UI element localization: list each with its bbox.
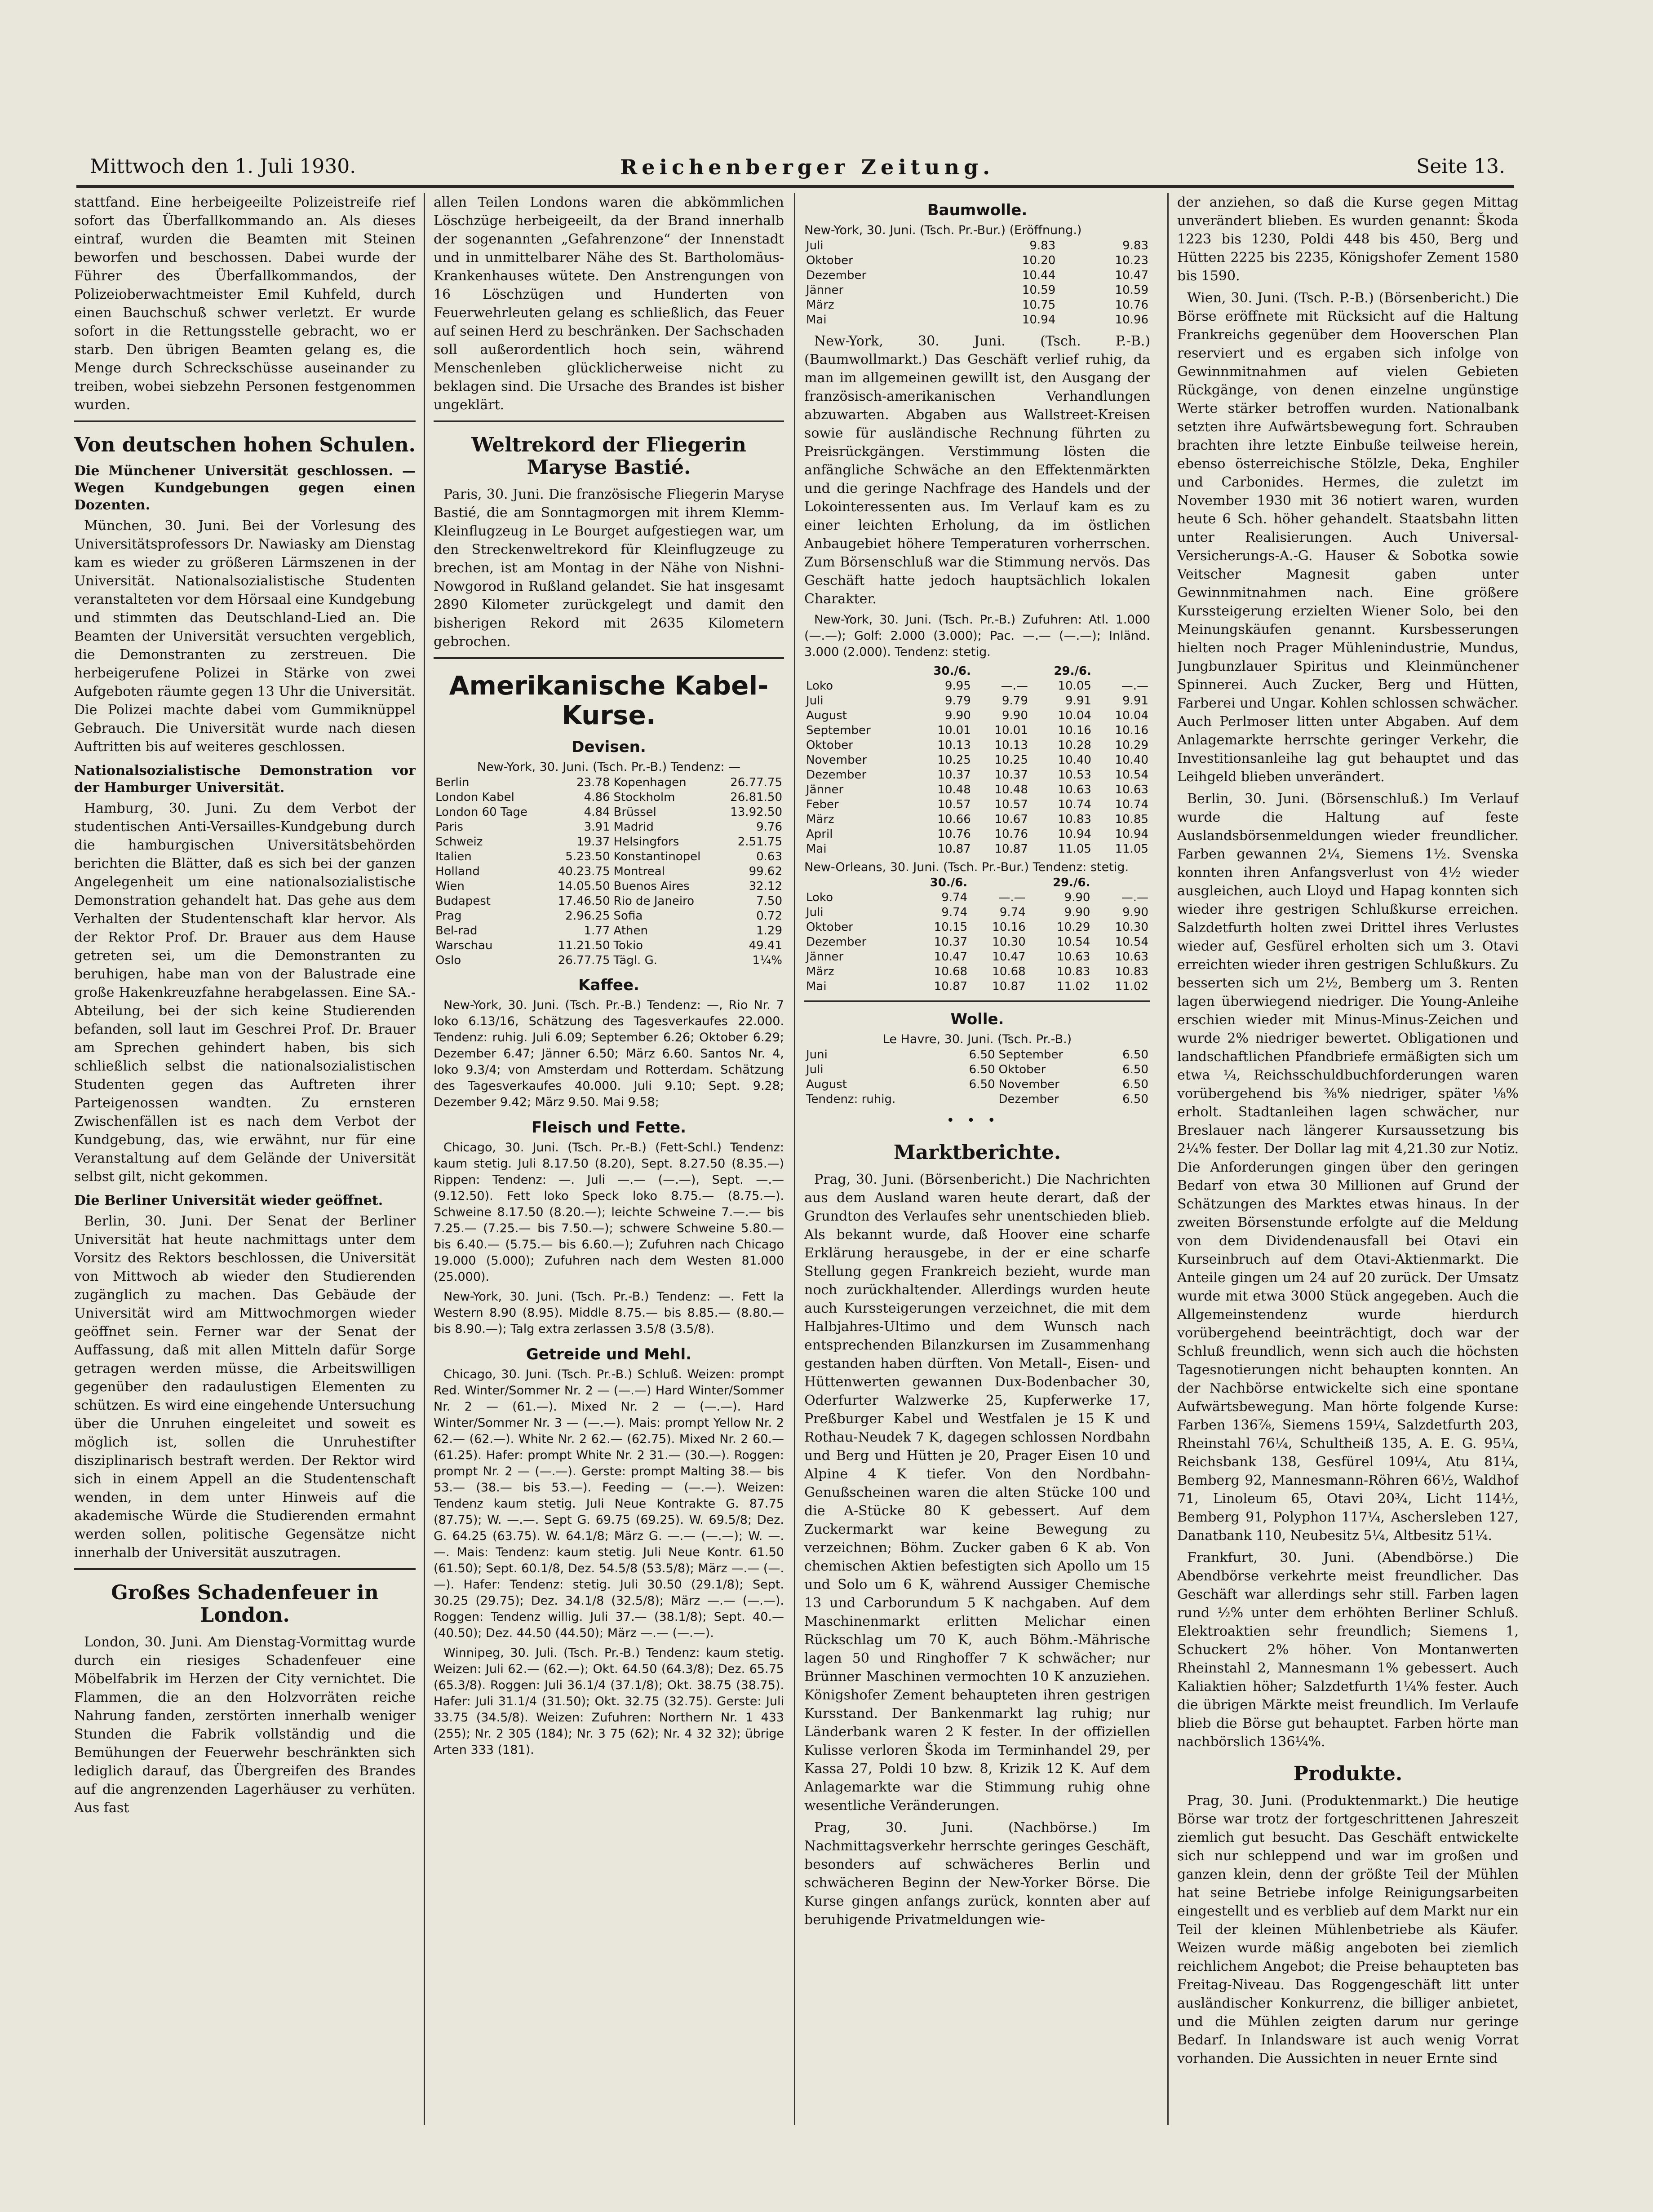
table-cell: April bbox=[806, 827, 833, 841]
table-cell: Loko bbox=[806, 891, 833, 904]
table-row bbox=[804, 708, 1150, 723]
table-cell: 9.79 bbox=[1002, 694, 1028, 708]
article-text: allen Teilen Londons waren die abkömmlichen Löschzüge herbeigeeilt, da der Brand innerhalb der sogenannten „Gefahrenzone“ der Innenstadt und in unmittelbarer Nähe des St. Bartholomäus-Krankenhauses wütete. Den Anstrengungen von 16 Löschzügen und Hunderten von Feuerwehrleuten gelang es schließlich, das Feuer auf seinen Herd zu beschränken. Der Sachschaden soll außerordentlich hoch sein, während Menschenleben glücklicherweise nicht zu beklagen sind. Die Ursache des Brandes ist bisher ungeklärt. bbox=[434, 195, 784, 413]
table-cell: 10.37 bbox=[934, 935, 968, 949]
separator bbox=[434, 657, 784, 659]
table-cell: August bbox=[806, 1078, 847, 1091]
table-cell: 10.59 bbox=[1022, 283, 1056, 297]
table-cell: 10.28 bbox=[1058, 739, 1091, 752]
table-cell: 11.05 bbox=[1058, 842, 1091, 856]
table-row bbox=[804, 935, 1150, 950]
table-cell: 10.48 bbox=[994, 783, 1028, 796]
table-row bbox=[804, 797, 1150, 812]
separator bbox=[74, 1568, 416, 1570]
article-text: stattfand. Eine herbeigeeilte Polizeistreife rief sofort das Überfallkommando an. Als dieses eintraf, wurden die Beamten mit Steinen beworfen und beschossen. Dabei wurde der Führer des Überfallkommandos, der Polizeioberwachtmeister Emil Kuhfeld, durch einen Bauchschuß schwer verletzt. Er wurde sofort in die Rettungsstelle gebracht, wo er starb. Den übrigen Beamten gelang es, die Menge durch Schreckschüsse auseinander zu treiben, wobei siebzehn Personen festgenommen wurden. bbox=[74, 195, 416, 413]
table-cell: Warschau bbox=[435, 939, 493, 952]
table-cell: 9.74 bbox=[941, 891, 968, 904]
column-header bbox=[1092, 876, 1150, 890]
table-cell: 11.05 bbox=[1115, 842, 1148, 856]
table-row bbox=[804, 753, 1150, 768]
table-cell: 9.91 bbox=[1122, 694, 1148, 708]
table-cell: 6.50 bbox=[1122, 1093, 1148, 1106]
table-row bbox=[804, 1077, 1150, 1092]
table-cell: 9.83 bbox=[1122, 239, 1148, 252]
table-cell: London 60 Tage bbox=[435, 805, 527, 819]
table-caption: New-York, 30. Juni. (Tsch. Pr.-Bur.) (Eröffnung.) bbox=[804, 223, 1082, 237]
table-cell: 10.25 bbox=[937, 753, 971, 767]
table-row bbox=[434, 820, 784, 835]
issue-date: Mittwoch den 1. Juli 1930. bbox=[90, 155, 356, 178]
table-row bbox=[804, 1092, 1150, 1107]
table-cell: 10.04 bbox=[1115, 709, 1148, 722]
table-header-row bbox=[804, 664, 1150, 679]
article-text: Frankfurt, 30. Juni. (Abendbörse.) Die Abendbörse verkehrte meist freundlicher. Das Geschäft war allerdings sehr still. Farben lagen rund ½% unter dem erhöhten Berliner Schluß. Elektroaktien sehr freundlich; Siemens 1, Schuckert 2% höher. Von Montanwerten Rheinstahl 2, Mannesmann 1% gebessert. Auch Kaliaktien höher; Salzdetfurth 1¼% fester. Auch die übrigen Märkte meist freundlich. Im Verlaufe blieb die Börse gut behauptet. Farben hörte man nachbörslich 136¼%. bbox=[1177, 1550, 1519, 1750]
table-cell: Montreal bbox=[613, 865, 665, 878]
table-cell: 10.94 bbox=[1115, 827, 1148, 841]
table-cell: 10.40 bbox=[1115, 753, 1148, 767]
column-header bbox=[804, 664, 909, 679]
column-3 bbox=[804, 193, 1150, 2143]
table-cell: März bbox=[806, 813, 834, 826]
table-cell: 10.15 bbox=[934, 920, 968, 934]
table-row bbox=[804, 738, 1150, 753]
baumwolle-table bbox=[804, 664, 1150, 857]
subsection-title: Baumwolle. bbox=[927, 201, 1028, 219]
market-text: New-York, 30. Juni. (Tsch. Pr.-B.) Zufuhren: Atl. 1.000 (—.—); Golf: 2.000 (3.000); Pac. —.— (—.—); Inländ. 3.000 (2.000). Tendenz: stetig. bbox=[804, 613, 1150, 659]
table-cell: 99.62 bbox=[749, 865, 782, 878]
table-cell: 26.81.50 bbox=[730, 791, 782, 804]
table-cell: 6.50 bbox=[969, 1048, 995, 1062]
table-cell: 10.83 bbox=[1058, 813, 1091, 826]
table-cell: 10.87 bbox=[994, 842, 1028, 856]
table-cell: 10.29 bbox=[1057, 920, 1090, 934]
table-cell: 6.50 bbox=[1122, 1048, 1148, 1062]
table-cell: 10.96 bbox=[1115, 313, 1148, 327]
table-cell: 4.84 bbox=[584, 805, 610, 819]
table-cell: 19.37 bbox=[576, 835, 610, 849]
table-row bbox=[804, 905, 1150, 920]
table-cell: 9.74 bbox=[941, 906, 968, 919]
article-text: Berlin, 30. Juni. Der Senat der Berliner Universität hat heute nachmittags unter dem Vorsitz des Rektors beschlossen, die Universität von Mittwoch ab wieder den Studierenden zugänglich zu machen. Das Gebäude der Universität wird am Mittwochmorgen wieder geöffnet sein. Ferner war der Senat der Auffassung, daß mit allen Mitteln dafür Sorge getragen werden müsse, die Arbeitswilligen gegenüber den radaulustigen Elementen zu schützen. Es wird eine eingehende Untersuchung über die Unruhen eingeleitet und soweit es möglich ist, sollen die Unruhestifter disziplinarisch bestraft werden. Der Rektor wird sich in einem Appell an die Studentenschaft wenden, in dem unter Hinweis auf die akademische Würde die Studierenden ermahnt werden sollen, politische Gegensätze nicht innerhalb der Universität auszutragen. bbox=[74, 1213, 416, 1561]
market-text: Winnipeg, 30. Juli. (Tsch. Pr.-B.) Tendenz: kaum stetig. Weizen: Juli 62.— (62.—); Okt. 64.50 (64.3/8); Dez. 65.75 (65.3/8). Roggen: Juli 36.1/4 (37.1/8); Okt. 38.75 (38.75). Hafer: Juli 31.1/4 (31.50); Okt. 32.75 (32.75). Gerste: Juli 33.75 (34.5/8). Weizen: Zufuhren: Northern Nr. 1 433 (255); Nr. 2 305 (184); Nr. 3 75 (62); Nr. 4 32 32); übrige Arten 333 (181). bbox=[434, 1646, 784, 1757]
table-cell: 10.68 bbox=[934, 965, 968, 978]
table-cell: September bbox=[998, 1048, 1064, 1062]
article-text: Prag, 30. Juni. (Produktenmarkt.) Die heutige Börse war trotz der fortgeschrittenen Jahreszeit ziemlich gut besucht. Das Geschäft entwickelte sich nur schleppend und war im großen und ganzen klein, denn der größte Teil der Mühlen hat seine Betriebe infolge Reinigungsarbeiten eingestellt und es verblieb auf dem Markt nur ein Teil der kleinen Mühlenbetriebe als Käufer. Weizen wurde mäßig angeboten bei ziemlich reichlichem Angebot; die Preise behaupteten bas Freitag-Niveau. Das Roggengeschäft litt unter ausländischer Konkurrenz, die billiger anbietet, und die Mühlen zeigten darum nur geringe Bedarf. In Inlandsware ist auch wenig Vorrat vorhanden. Die Aussichten in neuer Ernte sind bbox=[1177, 1793, 1519, 2066]
table-row bbox=[434, 953, 784, 968]
table-row bbox=[804, 890, 1150, 905]
table-cell: 10.76 bbox=[937, 827, 971, 841]
table-caption: New-Orleans, 30. Juni. (Tsch. Pr.-Bur.) Tendenz: stetig. bbox=[804, 860, 1129, 874]
table-caption: New-York, 30. Juni. (Tsch. Pr.-B.) Tendenz: — bbox=[477, 760, 741, 774]
section-title: Produkte. bbox=[1293, 1762, 1403, 1785]
table-cell: 10.05 bbox=[1058, 679, 1091, 693]
market-text: Chicago, 30. Juni. (Tsch. Pr.-B.) Schluß. Weizen: prompt Red. Winter/Sommer Nr. 2 — (—.—) Hard Winter/Sommer Nr. 2 — (61.—). Mixed Nr. 2 — (—.—). Hard Winter/Sommer Nr. 3 — (—.—). Mais: prompt Yellow Nr. 2 62.— (62.—). White Nr. 2 62.— (62.75). Mixed Nr. 2 60.— (61.25). Hafer: prompt White Nr. 2 31.— (30.—). Roggen: prompt Nr. 2 — (—.—). Gerste: prompt Malting 38.— bis 53.— (38.— bis 53.—). Feeding — (—.—). Weizen: Tendenz kaum stetig. Juli Neue Kontrakte G. 87.75 (87.75); W. —.—. Sept G. 69.75 (69.25). W. 69.5/8; Dez. G. 64.25 (63.75). W. 64.1/8; März G. —.— (—.—); W. —.—. Mais: Tendenz: kaum stetig. Juli Neue Kontr. 61.50 (61.50); Sept. 60.1/8, Dez. 54.5/8 (53.5/8); März —.— (—.—). Hafer: Tendenz: stetig. Juli 30.50 (29.1/8); Sept. 30.25 (29.75); Dez. 34.1/8 (32.5/8); März —.— (—.—). Roggen: Tendenz willig. Juli 37.— (38.1/8); Sept. 40.— (40.50); Dez. 44.50 (44.50); März —.— (—.—). bbox=[434, 1367, 784, 1640]
table-cell: 10.54 bbox=[1057, 935, 1090, 949]
section-title: Weltrekord der Fliegerin Maryse Bastié. bbox=[471, 434, 746, 479]
table-row bbox=[434, 775, 784, 790]
article-text: Hamburg, 30. Juni. Zu dem Verbot der studentischen Anti-Versailles-Kundgebung durch die hamburgischen Universitätsbehörden berichten die Blätter, daß es sich bei der ganzen Angelegenheit um eine nationalsozialistische Demonstration gehandelt hat. Das gehe aus dem Verhalten der Studentenschaft klar hervor. Als der Rektor Prof. Dr. Brauer aus dem Hause getreten sei, um die Demonstranten zu beruhigen, habe man von der Balustrade eine große Hakenkreuzfahne herabgelassen. Eine SA.-Abteilung, bei der sich keine Studierenden befanden, soll laut im Geschrei Prof. Dr. Brauer am Sprechen gehindert haben, bis sich schließlich selbst die nationalsozialistischen Studenten gegen das Auftreten ihrer Parteigenossen wandten. Zu ernsteren Zwischenfällen ist es nach dem Verbot der Kundgebung, das, wie erwähnt, nur für eine Veranstaltung auf dem Gelände der Universität selbst gilt, nicht gekommen. bbox=[74, 801, 416, 1185]
table-cell: 10.87 bbox=[937, 842, 971, 856]
table-cell: 10.23 bbox=[1115, 254, 1148, 267]
table-cell: 23.78 bbox=[576, 776, 610, 789]
table-cell: 11.02 bbox=[1115, 980, 1148, 993]
table-cell: 11.02 bbox=[1057, 980, 1090, 993]
table-cell: 10.29 bbox=[1115, 739, 1148, 752]
table-cell: Brüssel bbox=[613, 805, 656, 819]
table-row bbox=[804, 694, 1150, 708]
separator bbox=[434, 420, 784, 422]
table-cell: 26.77.75 bbox=[558, 954, 610, 967]
table-cell: 10.76 bbox=[994, 827, 1028, 841]
table-cell: Konstantinopel bbox=[613, 850, 701, 863]
table-cell: Mai bbox=[806, 313, 827, 327]
table-cell: Tägl. G. bbox=[613, 954, 657, 967]
table-cell: Helsingfors bbox=[613, 835, 679, 849]
table-cell: 10.63 bbox=[1115, 783, 1148, 796]
table-cell: Dezember bbox=[998, 1093, 1059, 1106]
table-cell: Mai bbox=[806, 980, 827, 993]
column-2 bbox=[434, 193, 784, 2143]
table-cell: 10.53 bbox=[1058, 768, 1091, 782]
table-cell: Dezember bbox=[806, 935, 867, 949]
table-cell: 10.01 bbox=[937, 724, 971, 737]
table-cell: Dezember bbox=[806, 269, 867, 282]
table-cell: 1¼% bbox=[752, 954, 782, 967]
table-row bbox=[434, 909, 784, 924]
table-cell: 10.87 bbox=[992, 980, 1026, 993]
header-rule bbox=[76, 185, 1514, 188]
article-text: Berlin, 30. Juni. (Börsenschluß.) Im Verlauf wurde die Haltung auf feste Auslandsbörsenmeldungen wieder freundlicher. Farben gewannen 2¼, Siemens 1½. Svenska konnten ihren Anfangsverlust von 4½ wieder ausgleichen, auch Lloyd und Hapag konnten sich wieder ihre gestrigen Schlußkurse erreichen. Salzdetfurth holten zwei Drittel ihres Verlustes wieder auf, Gesfürel erholten sich um 3. Otavi erreichten wieder ihren gestrigen Schlußkurs. Zu besserten sich um 2½, Bemberg um 3. Renten lagen überwiegend niedriger. Die Young-Anleihe erschien wieder mit Minus-Minus-Zeichen und wurde 2% niedriger bewertet. Obligationen und landschaftlichen Pfandbriefe ermäßigten sich um etwa ¼, Reichsschuldbuchforderungen waren vorübergehend bis ⅜% niedriger, später ⅛% erholt. Stadtanleihen lagen schwächer, nur Breslauer nach längerer Kursaussetzung bis 2¼% fester. Der Dollar lag mit 4,21.30 zur Notiz. Die Anforderungen gingen über den geringen Bedarf von etwa 30 Millionen auf Grund der Schätzungen des Marktes etwas hinaus. In der zweiten Börsenstunde erfolgte auf die Meldung von dem Dividendenausfall bei Otavi ein Kurseinbruch auf dem Otavi-Aktienmarkt. Die Anteile gingen um 24 auf 20 zurück. Der Umsatz wurde mit etwa 3000 Stück angegeben. Auch die Allgemeinstendenz wurde hierdurch vorübergehend beeinträchtigt, doch war der Schluß freundlich, wenn sich auch die höchsten Tagesnotierungen nicht behaupten konnten. An der Nachbörse entwickelte sich eine spontane Aufwärtsbewegung. Man hörte folgende Kurse: Farben 136⅞, Siemens 159¼, Salzdetfurth 203, Rheinstahl 76¼, Schultheiß 135, A. E. G. 95¼, Reichsbank 138, Gesfürel 109¼, Atu 81¼, Bemberg 92, Mannesmann-Röhren 66½, Waldhof 71, Linoleum 65, Otavi 20¾, Licht 114½, Bemberg 91, Polyphon 117¼, Aschersleben 127, Danatbank 110, Neubesitz 5¼, Altbesitz 51¼. bbox=[1177, 791, 1519, 1544]
table-cell: Buenos Aires bbox=[613, 880, 690, 893]
table-cell: 0.72 bbox=[756, 909, 782, 923]
column-1 bbox=[74, 193, 416, 2143]
table-cell: 10.20 bbox=[1022, 254, 1056, 267]
table-cell: 9.95 bbox=[944, 679, 971, 693]
table-cell bbox=[950, 1092, 997, 1107]
table-cell: 4.86 bbox=[584, 791, 610, 804]
table-row bbox=[804, 1048, 1150, 1062]
table-cell: 10.16 bbox=[992, 920, 1026, 934]
subsection-title: Wolle. bbox=[950, 1010, 1004, 1028]
column-4 bbox=[1177, 193, 1519, 2143]
table-cell: 10.04 bbox=[1058, 709, 1091, 722]
table-cell: 9.90 bbox=[1064, 906, 1090, 919]
table-cell: —.— bbox=[1121, 891, 1148, 904]
table-cell: Loko bbox=[806, 679, 833, 693]
table-cell: September bbox=[806, 724, 871, 737]
table-row bbox=[434, 805, 784, 820]
table-row bbox=[804, 783, 1150, 797]
article-text: der anziehen, so daß die Kurse gegen Mittag unverändert blieben. Es wurden genannt: Škoda 1223 bis 1230, Poldi 448 bis 450, Berg und Hütten 2225 bis 2235, Königshofer Zement 1580 bis 1590. bbox=[1177, 195, 1519, 284]
table-cell: Dezember bbox=[806, 768, 867, 782]
table-cell: Mai bbox=[806, 842, 827, 856]
column-divider bbox=[794, 193, 795, 2125]
table-cell: Feber bbox=[806, 798, 839, 811]
table-cell: 10.25 bbox=[994, 753, 1028, 767]
table-row bbox=[434, 790, 784, 805]
table-cell: 10.37 bbox=[937, 768, 971, 782]
table-cell: 7.50 bbox=[756, 894, 782, 908]
table-row bbox=[804, 979, 1150, 994]
table-cell: 10.83 bbox=[1115, 965, 1148, 978]
table-cell: Oktober bbox=[806, 739, 853, 752]
column-header bbox=[969, 876, 1028, 890]
table-cell: 2.51.75 bbox=[737, 835, 782, 849]
new-orleans-table bbox=[804, 876, 1150, 994]
table-cell: November bbox=[998, 1078, 1059, 1091]
table-cell: 10.47 bbox=[1115, 269, 1148, 282]
table-row bbox=[804, 283, 1150, 298]
table-cell: Bel-rad bbox=[435, 924, 478, 938]
table-cell: 9.83 bbox=[1029, 239, 1056, 252]
table-cell: Tendenz: ruhig. bbox=[806, 1093, 896, 1106]
column-header: 29./6. bbox=[1054, 664, 1091, 678]
column-header: 29./6. bbox=[1052, 876, 1090, 889]
table-cell: 2.96.25 bbox=[565, 909, 610, 923]
table-cell: 10.44 bbox=[1022, 269, 1056, 282]
table-cell: Budapest bbox=[435, 894, 491, 908]
table-cell: 10.87 bbox=[934, 980, 968, 993]
table-cell: 9.79 bbox=[944, 694, 971, 708]
market-text: New-York, 30. Juni. (Tsch. Pr.-B.) Tendenz: —, Rio Nr. 7 loko 6.13/16, Schätzung des Tagesverkaufes 22.000. Tendenz: ruhig. Juli 6.09; September 6.26; Oktober 6.29; Dezember 6.47; Jänner 6.50; März 6.60. Santos Nr. 4, loko 9.3/4; von Amsterdam und Rotterdam. Schätzung des Tagesverkaufes 40.000. Juli 9.10; Sept. 9.28; Dezember 9.42; März 9.50. Mai 9.58; bbox=[434, 998, 784, 1109]
table-cell: 6.50 bbox=[969, 1078, 995, 1091]
table-cell: 10.83 bbox=[1057, 965, 1090, 978]
table-cell: 10.74 bbox=[1058, 798, 1091, 811]
article-text: München, 30. Juni. Bei der Vorlesung des Universitätsprofessors Dr. Nawiasky am Dienstag kam es wieder zu größeren Lärmszenen in der Universität. Nationalsozialistische Studenten veranstalteten vor dem Hörsaal eine Kundgebung und stimmten das Deutschland-Lied an. Die Beamten der Universität versuchten vergeblich, die Demonstranten zu zerstreuen. Die herbeigerufene Polizei in Stärke von zwei Aufgeboten räumte gegen 13 Uhr die Universität. Die Polizei machte dabei vom Gummiknüppel Gebrauch. Die Universität wurde nach diesen Auftritten bis auf weiteres geschlossen. bbox=[74, 518, 416, 755]
table-row bbox=[434, 938, 784, 953]
table-cell: 10.48 bbox=[937, 783, 971, 796]
table-row bbox=[804, 253, 1150, 268]
table-row bbox=[804, 1062, 1150, 1077]
page-header bbox=[90, 155, 1505, 186]
table-cell: 1.29 bbox=[756, 924, 782, 938]
table-cell: 10.63 bbox=[1058, 783, 1091, 796]
table-cell: 14.05.50 bbox=[558, 880, 610, 893]
table-row bbox=[804, 950, 1150, 964]
table-cell: 10.47 bbox=[934, 950, 968, 964]
table-cell: Juli bbox=[806, 1063, 824, 1076]
article-text: New-York, 30. Juni. (Tsch. P.-B.) (Baumwollmarkt.) Das Geschäft verlief ruhig, da man im allgemeinen gewillt ist, den Ausgang der französisch-amerikanischen Verhandlungen abzuwarten. Abgaben aus Wallstreet-Kreisen sowie für ausländische Rechnung führten zu Preisrückgängen. Verstimmung lösten die anfängliche Schwäche an den Effektenmärkten und die geringe Nachfrage des Handels und der Lokointeressenten aus. Im Verlauf kam es zu einer leichten Erholung, da im östlichen Anbaugebiet höhere Temperaturen vorherrschen. Zum Börsenschluß war die Stimmung nervös. Das Geschäft hatte jedoch hauptsächlich lokalen Charakter. bbox=[804, 333, 1150, 607]
table-cell: 10.67 bbox=[994, 813, 1028, 826]
table-cell: Italien bbox=[435, 850, 472, 863]
table-cell: 10.37 bbox=[994, 768, 1028, 782]
table-cell: 10.30 bbox=[992, 935, 1026, 949]
ornament-dots: ••• bbox=[946, 1113, 1008, 1128]
table-cell: 10.75 bbox=[1022, 298, 1056, 312]
table-row bbox=[434, 924, 784, 938]
table-cell: Oktober bbox=[806, 254, 853, 267]
table-cell: 32.12 bbox=[749, 880, 782, 893]
table-caption: Le Havre, 30. Juni. (Tsch. Pr.-B.) bbox=[882, 1032, 1072, 1046]
table-cell: 3.91 bbox=[584, 820, 610, 834]
column-header: 30./6. bbox=[933, 664, 971, 678]
table-cell: Berlin bbox=[435, 776, 470, 789]
table-cell: 10.66 bbox=[937, 813, 971, 826]
table-cell: 9.90 bbox=[1122, 906, 1148, 919]
table-row bbox=[804, 268, 1150, 283]
section-title: Großes Schadenfeuer in London. bbox=[111, 1581, 379, 1627]
article-text: Prag, 30. Juni. (Börsenbericht.) Die Nachrichten aus dem Ausland waren heute derart, daß der Grundton des Verlaufes sehr unentschieden blieb. Als bekannt wurde, daß Hoover eine scharfe Erklärung herausgebe, in der er eine scharfe Stellung gegen Frankreich bezieht, wurde man noch zurückhaltender. Allerdings wurden heute auch Kurssteigerungen verzeichnet, die mit dem Halbjahres-Ultimo und dem Wunsch nach entsprechenden Bilanzkursen im Zusammenhang gestanden haben dürften. Von Metall-, Eisen- und Hüttenwerten gewannen Dux-Bodenbacher 30, Oderfurter Walzwerke 25, Kupferwerke 17, Preßburger Kabel und Westfalen je 15 K und Rothau-Neudek 7 K, dagegen schlossen Nordbahn und Berg und Hütten je 20, Prager Eisen 10 und Alpine 4 K tiefer. Von den Nordbahn-Genußscheinen waren die alten Stücke 100 und die A-Stücke 80 K gebessert. Auf dem Zuckermarkt war keine Bewegung zu verzeichnen; Böhm. Zucker gaben 6 K ab. Von chemischen Aktien befestigten sich Apollo um 15 und Solo um 6 K, während Aussiger Chemische 13 und Carborundum 5 K nachgaben. Auf dem Maschinenmarkt erlitten Melichar einen Rückschlag um 70 K, auch Böhm.-Mährische lagen 50 und Ringhoffer 7 K schwächer; nur Brünner Maschinen vermochten 10 K anzuziehen. Königshofer Zement behaupteten ihren gestrigen Kursstand. Der Bankenmarkt lag ruhig; nur Länderbank waren 2 K fester. In der offiziellen Kulisse verloren Škoda im Terminhandel 29, per Kassa 27, Poldi 10 bzw. 8, Krizik 12 K. Auf dem Anlagemarkte war die Stimmung ruhig ohne wesentliche Veränderungen. bbox=[804, 1172, 1150, 1814]
table-cell: 10.94 bbox=[1022, 313, 1056, 327]
table-cell: 10.30 bbox=[1115, 920, 1148, 934]
table-cell: 10.54 bbox=[1115, 768, 1148, 782]
table-cell: November bbox=[806, 753, 867, 767]
table-row bbox=[804, 313, 1150, 327]
table-cell: 17.46.50 bbox=[558, 894, 610, 908]
table-row bbox=[804, 723, 1150, 738]
table-row bbox=[434, 835, 784, 849]
table-cell: Kopenhagen bbox=[613, 776, 687, 789]
table-row bbox=[804, 679, 1150, 694]
table-row bbox=[804, 920, 1150, 935]
table-cell: Oktober bbox=[806, 920, 853, 934]
table-row bbox=[804, 768, 1150, 783]
table-cell: Jänner bbox=[806, 283, 844, 297]
table-cell: London Kabel bbox=[435, 791, 514, 804]
table-cell: 10.63 bbox=[1115, 950, 1148, 964]
table-cell: Holland bbox=[435, 865, 480, 878]
table-cell: Jänner bbox=[806, 783, 844, 796]
column-header bbox=[804, 876, 904, 890]
table-cell: Rio de Janeiro bbox=[613, 894, 695, 908]
table-cell: 5.23.50 bbox=[565, 850, 610, 863]
column-divider bbox=[1167, 193, 1169, 2125]
table-cell: 10.68 bbox=[992, 965, 1026, 978]
table-cell: 10.85 bbox=[1115, 813, 1148, 826]
table-header-row bbox=[804, 876, 1150, 890]
table-cell: 49.41 bbox=[749, 939, 782, 952]
table-cell: Sofia bbox=[613, 909, 643, 923]
table-cell: Paris bbox=[435, 820, 463, 834]
table-cell: 10.57 bbox=[994, 798, 1028, 811]
table-cell: —.— bbox=[998, 891, 1026, 904]
table-cell: 10.76 bbox=[1115, 298, 1148, 312]
column-header: 30./6. bbox=[930, 876, 968, 889]
table-cell: 1.77 bbox=[584, 924, 610, 938]
separator bbox=[804, 1000, 1150, 1002]
baumwolle-ny-table bbox=[804, 239, 1150, 327]
article-text: Prag, 30. Juni. (Nachbörse.) Im Nachmittagsverkehr herrschte geringes Geschäft, besonders auf schwächeres Berlin und schwächeren Beginn der New-Yorker Börse. Die Kurse gingen anfangs zurück, konnten aber auf beruhigende Privatmeldungen wie- bbox=[804, 1820, 1150, 1928]
subsection-title: Fleisch und Fette. bbox=[531, 1119, 686, 1137]
table-cell: Schweiz bbox=[435, 835, 483, 849]
table-cell: Juli bbox=[806, 694, 824, 708]
masthead: Reichenberger Zeitung. bbox=[620, 155, 995, 179]
subsection-title: Devisen. bbox=[572, 738, 646, 756]
table-cell: 9.91 bbox=[1065, 694, 1091, 708]
table-cell: März bbox=[806, 298, 834, 312]
subsection-title: Kaffee. bbox=[578, 976, 639, 994]
table-row bbox=[434, 894, 784, 909]
table-row bbox=[804, 239, 1150, 253]
subsection-title: Getreide und Mehl. bbox=[526, 1345, 692, 1363]
table-cell: 10.13 bbox=[937, 739, 971, 752]
separator bbox=[74, 420, 416, 422]
table-cell: 0.63 bbox=[756, 850, 782, 863]
table-cell: 26.77.75 bbox=[730, 776, 782, 789]
table-cell: 9.90 bbox=[1002, 709, 1028, 722]
table-cell: Juli bbox=[806, 906, 824, 919]
table-row bbox=[804, 842, 1150, 857]
table-cell: Jänner bbox=[806, 950, 844, 964]
table-row bbox=[804, 298, 1150, 313]
table-cell: 10.13 bbox=[994, 739, 1028, 752]
section-title: Marktberichte. bbox=[893, 1141, 1061, 1164]
article-heading: Die Münchener Universität geschlossen. — Wegen Kundgebungen gegen einen Dozenten. bbox=[74, 463, 416, 513]
article-text: Wien, 30. Juni. (Tsch. P.-B.) (Börsenbericht.) Die Börse eröffnete mit Rücksicht auf die Haltung Frankreichs gegenüber dem Hooverschen Plan reserviert und es ergaben sich infolge von Gewinnmitnahmen auf vielen Gebieten Rückgänge, von denen einzelne ungünstige Werte stärker betroffen wurden. Nationalbank setzten ihre Aufwärtsbewegung fort. Schrauben brachten ihre letzte Einbuße teilweise herein, ebenso österreichische Stölzle, Deka, Enghiler und Carbonides. Hermes, die zuletzt im November 1930 mit 36 notiert waren, wurden heute 6 Sch. höher gehandelt. Staatsbahn litten unter Realisierungen. Auch Universal-Versicherungs-A.-G. Hauser & Sobotka sowie Veitscher Magnesit gaben unter Gewinnmitnahmen nach. Eine größere Kurssteigerung erzielten Wiener Solo, bei den Meinungskäufen genannt. Kursbesserungen hielten noch Prager Mühlenindustrie, Mundus, Jungbunzlauer Spiritus und Kleinmünchener Spinnerei. Auch Zucker, Berg und Hütten, Farberei und Ungar. Kohlen schlossen schwächer. Auch Perlmoser litten unter Abgaben. Auf dem Anlagemarkte herrschte geringer Verkehr, die Investitionsanleihe lag gut behauptet und das Leihgeld blieben unverändert. bbox=[1177, 290, 1519, 785]
table-cell: 9.90 bbox=[944, 709, 971, 722]
article-heading: Die Berliner Universität wieder geöffnet. bbox=[74, 1193, 383, 1208]
table-cell: August bbox=[806, 709, 847, 722]
table-cell: —.— bbox=[1121, 679, 1148, 693]
column-header bbox=[973, 664, 1030, 679]
table-cell: 11.21.50 bbox=[558, 939, 610, 952]
table-cell: 10.63 bbox=[1057, 950, 1090, 964]
table-cell: 6.50 bbox=[1122, 1078, 1148, 1091]
table-cell: 9.74 bbox=[999, 906, 1026, 919]
table-cell: 40.23.75 bbox=[558, 865, 610, 878]
table-cell: Tokio bbox=[613, 939, 643, 952]
section-title: Amerikanische Kabel-Kurse. bbox=[449, 670, 769, 730]
market-text: Chicago, 30. Juni. (Tsch. Pr.-B.) (Fett-Schl.) Tendenz: kaum stetig. Juli 8.17.50 (8.20), Sept. 8.27.50 (8.35.—) Rippen: Tendenz: —. Juli —.— (—.—), Sept. —.— (9.12.50). Fett loko Speck loko 8.75.— (8.75.—). Schweine 8.17.50 (8.20.—); leichte Schweine 7.—.— bis 7.25.— (7.25.— bis 7.50.—); schwere Schweine 5.80.— bis 6.40.— (5.75.— bis 6.60.—); Zufuhren nach Chicago 19.000 (5.000); Zufuhren nach dem Westen 81.000 (25.000). bbox=[434, 1141, 784, 1284]
market-text: New-York, 30. Juni. (Tsch. Pr.-B.) Tendenz: —. Fett la Western 8.90 (8.95). Middle 8.75.— bis 8.85.— (8.80.— bis 8.90.—); Talg extra zerlassen 3.5/8 (3.5/8). bbox=[434, 1290, 784, 1336]
table-cell: 10.74 bbox=[1115, 798, 1148, 811]
section-title: Von deutschen hohen Schulen. bbox=[74, 434, 416, 456]
table-cell: 6.50 bbox=[1122, 1063, 1148, 1076]
table-cell: 9.90 bbox=[1064, 891, 1090, 904]
table-cell: 10.47 bbox=[992, 950, 1026, 964]
table-row bbox=[804, 812, 1150, 827]
column-divider bbox=[424, 193, 425, 2125]
table-cell: Madrid bbox=[613, 820, 654, 834]
table-cell: 10.40 bbox=[1058, 753, 1091, 767]
table-cell: 10.16 bbox=[1058, 724, 1091, 737]
table-cell: —.— bbox=[1001, 679, 1028, 693]
article-text: Paris, 30. Juni. Die französische Fliegerin Maryse Bastié, die am Sonntagmorgen mit ihrem Klemm-Kleinflugzeug in Le Bourget aufgestiegen war, um den Streckenweltrekord für Kleinflugzeuge zu brechen, ist am Montag in der Nähe von Nishni-Nowgorod in Rußland gelandet. Sie hat insgesamt 2890 Kilometer zurückgelegt und damit den bisherigen Rekord mit 2635 Kilometern gebrochen. bbox=[434, 487, 784, 650]
table-row bbox=[434, 864, 784, 879]
table-cell: Juli bbox=[806, 239, 824, 252]
page-number: Seite 13. bbox=[1416, 155, 1505, 178]
table-row bbox=[804, 964, 1150, 979]
column-header bbox=[1093, 664, 1150, 679]
table-cell: Oslo bbox=[435, 954, 461, 967]
article-text: London, 30. Juni. Am Dienstag-Vormittag wurde durch ein riesiges Schadenfeuer eine Möbelfabrik im Herzen der City vernichtet. Die Flammen, die an den Holzvorräten reiche Nahrung fanden, zerstörten innerhalb weniger Stunden die Fabrik vollständig und die Bemühungen der Feuerwehr beschränkten sich lediglich darauf, das Übergreifen des Brandes auf die angrenzenden Lagerhäuser zu verhüten. Aus fast bbox=[74, 1634, 416, 1816]
table-cell: Athen bbox=[613, 924, 648, 938]
table-cell: 9.76 bbox=[756, 820, 782, 834]
wolle-table bbox=[804, 1048, 1150, 1107]
article-heading: Nationalsozialistische Demonstration vor der Hamburger Universität. bbox=[74, 763, 416, 796]
table-cell: 10.16 bbox=[1115, 724, 1148, 737]
table-cell: Wien bbox=[435, 880, 465, 893]
devisen-table bbox=[434, 775, 784, 968]
table-cell: Oktober bbox=[998, 1063, 1046, 1076]
table-row bbox=[434, 879, 784, 894]
table-cell: Stockholm bbox=[613, 791, 675, 804]
table-cell: März bbox=[806, 965, 834, 978]
table-cell: 6.50 bbox=[969, 1063, 995, 1076]
table-cell: 10.54 bbox=[1115, 935, 1148, 949]
table-cell: 13.92.50 bbox=[730, 805, 782, 819]
table-cell: Prag bbox=[435, 909, 462, 923]
table-row bbox=[434, 849, 784, 864]
table-row bbox=[804, 827, 1150, 842]
table-cell: Juni bbox=[806, 1048, 828, 1062]
table-cell: 10.01 bbox=[994, 724, 1028, 737]
table-cell: 10.57 bbox=[937, 798, 971, 811]
table-cell: 10.59 bbox=[1115, 283, 1148, 297]
table-cell: 10.94 bbox=[1058, 827, 1091, 841]
